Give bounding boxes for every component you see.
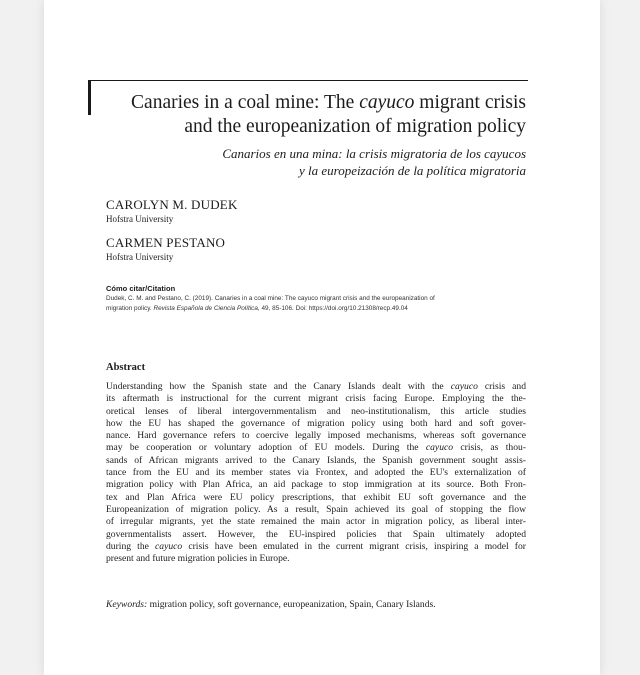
abstract-line: tance from the EU and its member states via Frontex, and adopted the EU's externalization of — [106, 467, 526, 479]
article-subtitle: Canarios en una mina: la crisis migratoria de los cayucos y la europeización de la política migratoria — [222, 146, 526, 178]
keywords: Keywords: migration policy, soft governance, europeanization, Spain, Canary Islands. — [106, 599, 436, 610]
abstract-line: tex and Plan Africa were EU policy prescriptions, that exhibit EU soft governance and the — [106, 491, 526, 503]
abstract-heading: Abstract — [106, 362, 146, 373]
citation-heading: Cómo citar/Citation — [106, 284, 176, 293]
abstract-line: nance. Hard governance refers to coercive legally imposed mechanisms, whereas soft governance — [106, 430, 526, 442]
abstract-line: sands of African migrants arrived to the Canary Islands, the Spanish government sought assis- — [106, 454, 526, 466]
abstract-line: may be cooperation or voluntary adoption of EU models. During the cayuco crisis, as thou- — [106, 442, 526, 454]
abstract-line: its aftermath is instructional for the current migrant crisis facing Europe. Employing the the- — [106, 393, 526, 405]
abstract-line: of irregular migrants, yet the state remained the main actor in migration policy, as liberal inter- — [106, 516, 526, 528]
author-name: CAROLYN M. DUDEK — [106, 197, 238, 212]
abstract-line: migration policy with Plan Africa, an aid package to stop immigration at its source. Both Fron- — [106, 479, 526, 491]
abstract-line: oretical lenses of liberal intergovernmentalism and neo-institutionalism, this article studies — [106, 405, 526, 417]
title-accent-bar — [88, 81, 91, 115]
author-name: CARMEN PESTANO — [106, 235, 226, 250]
article-title: Canaries in a coal mine: The cayuco migrant crisis and the europeanization of migration policy — [131, 92, 526, 137]
abstract-line: during the cayuco crisis have been emulated in the current migrant crisis, inspiring a model for — [106, 540, 526, 552]
abstract-body — [106, 381, 526, 565]
author-affiliation: Hofstra University — [106, 252, 174, 262]
author-affiliation: Hofstra University — [106, 214, 174, 224]
abstract-line: Understanding how the Spanish state and the Canary Islands dealt with the cayuco crisis and — [106, 381, 526, 392]
abstract-line: present and future migration policies in Europe. — [106, 553, 290, 565]
abstract-line: Europeanization of migration policy. As a result, Spain achieved its goal of stopping the flow — [106, 503, 526, 515]
abstract-line: governmentalists assert. However, the EU-inspired policies that Spain ultimately adopted — [106, 528, 526, 540]
title-rule — [88, 80, 528, 81]
citation-text: Dudek, C. M. and Pestano, C. (2019). Canaries in a coal mine: The cayuco migrant crisis and the europeanization of migration policy. Revista Española de Ciencia Política, 49, 85-106. Doi: https://doi.org/10.21308/recp.49.04 — [106, 295, 435, 312]
abstract-line: how the EU has shaped the governance of migration policy using both hard and soft gover- — [106, 417, 526, 429]
